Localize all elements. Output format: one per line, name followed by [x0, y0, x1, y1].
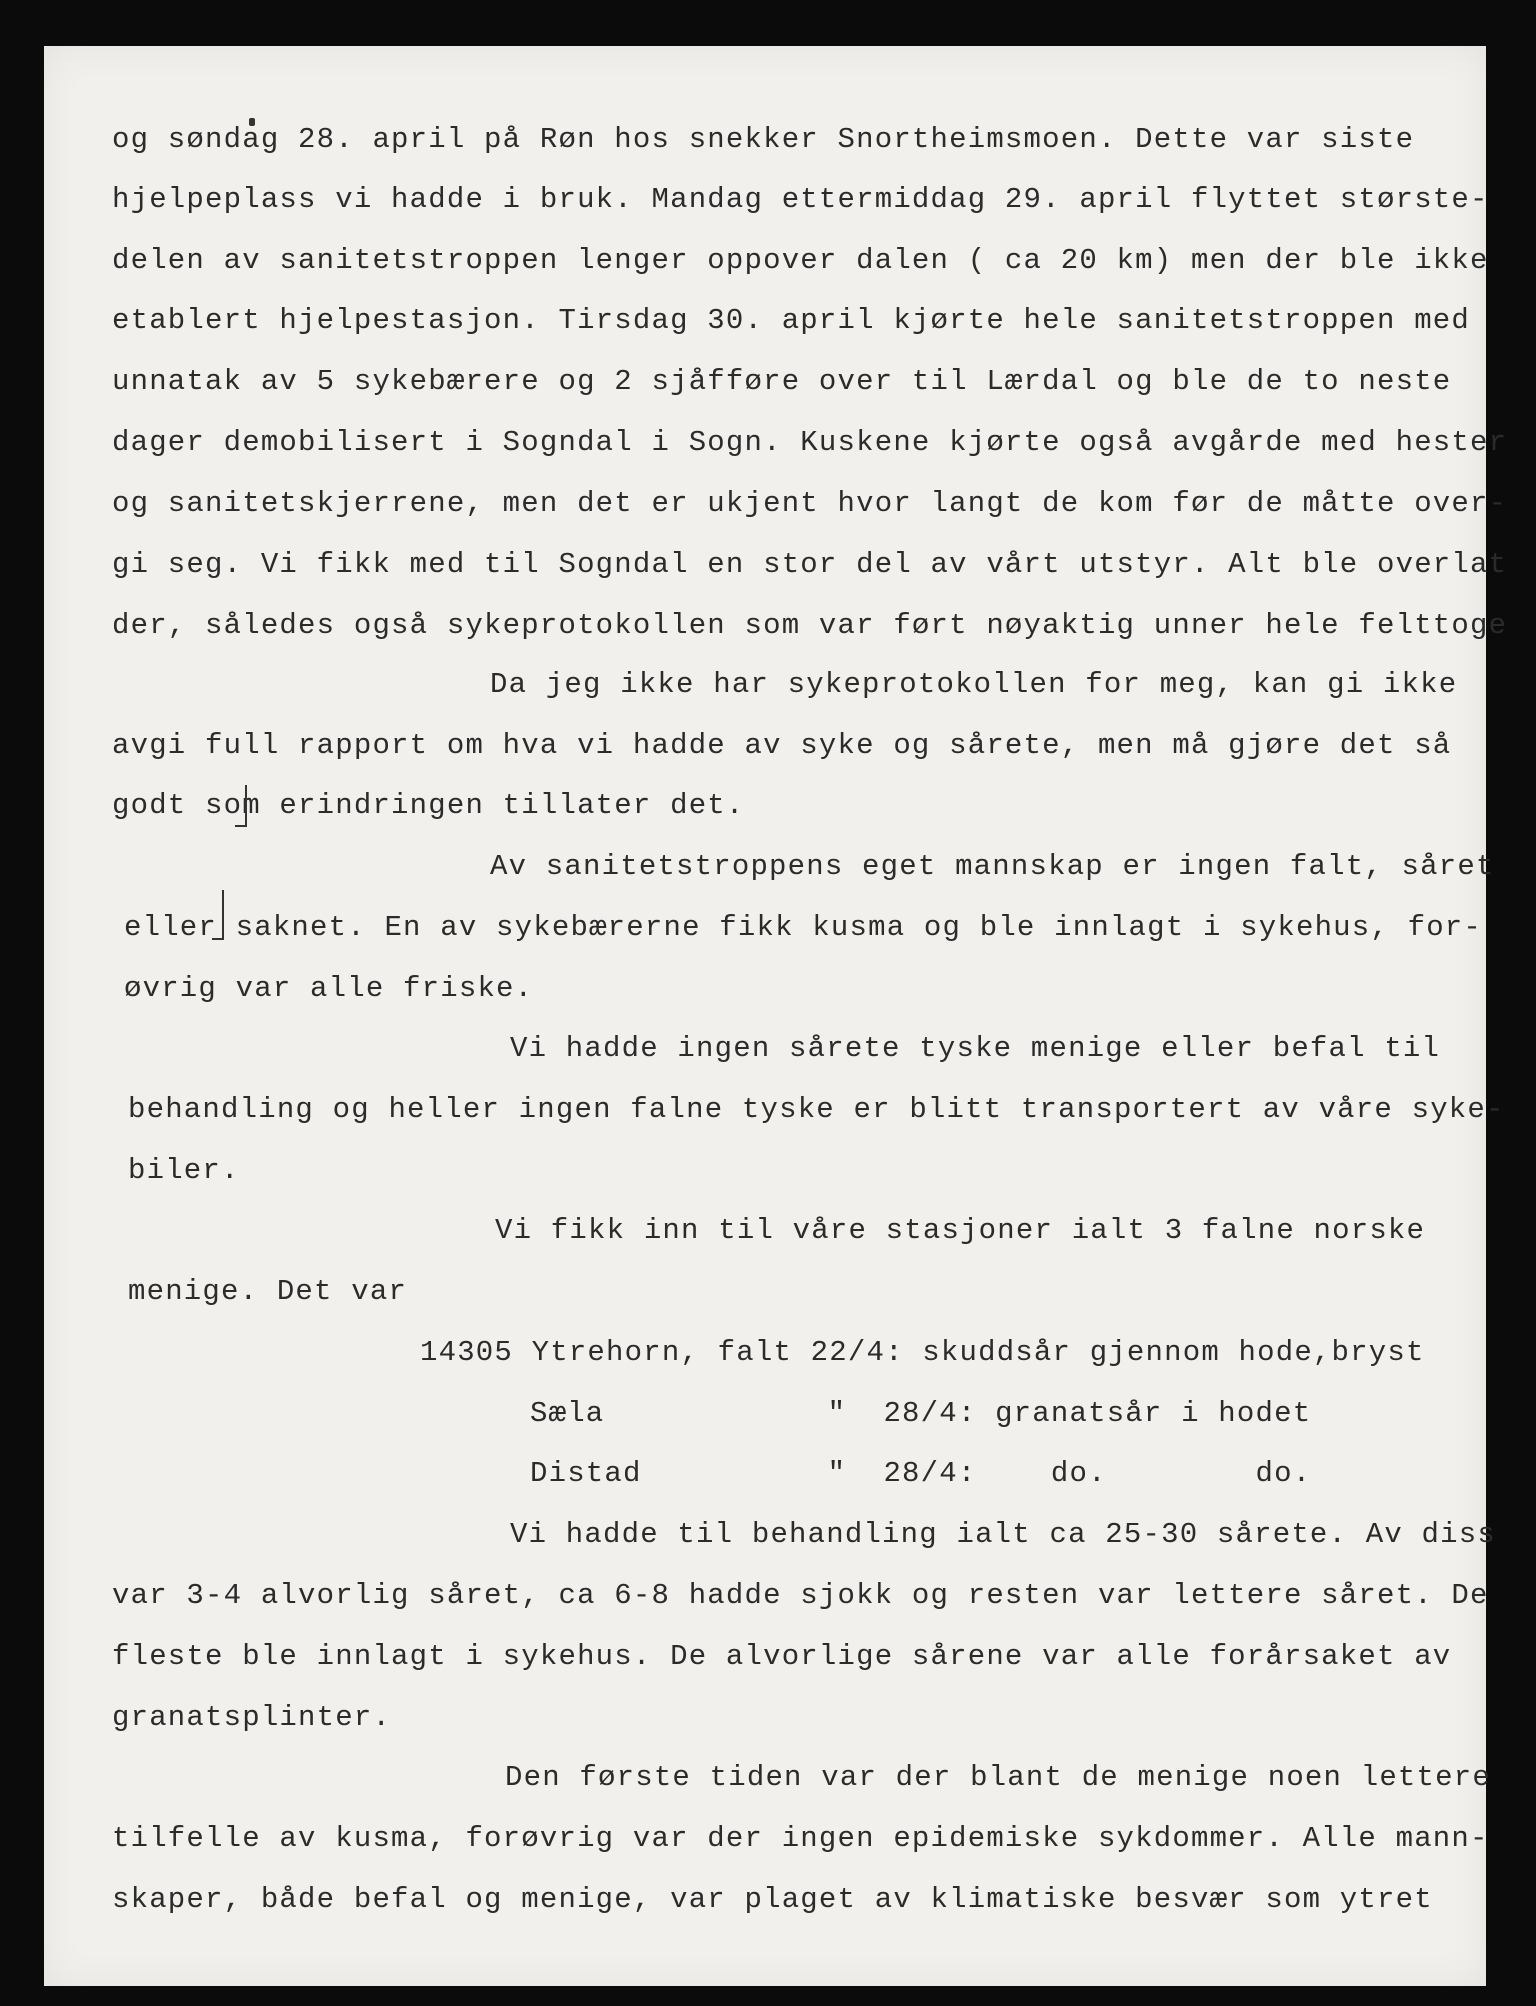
text-line: Distad " 28/4: do. do. — [530, 1457, 1312, 1490]
text-line: der, således også sykeprotokollen som var ført nøyaktig unner hele felttoge — [112, 609, 1508, 642]
text-line: biler. — [128, 1154, 240, 1187]
text-line: Vi hadde til behandling ialt ca 25-30 sårete. Av diss — [510, 1518, 1496, 1551]
text-line: godt som erindringen tillater det. — [112, 789, 745, 822]
proofreading-mark — [235, 785, 247, 827]
text-line: unnatak av 5 sykebærere og 2 sjåfføre over til Lærdal og ble de to neste — [112, 365, 1452, 398]
text-line: dager demobilisert i Sogndal i Sogn. Kuskene kjørte også avgårde med hester — [112, 426, 1508, 459]
text-line: øvrig var alle friske. — [124, 972, 534, 1005]
text-line: og sanitetskjerrene, men det er ukjent hvor langt de kom før de måtte over- — [112, 487, 1508, 520]
text-line: Av sanitetstroppens eget mannskap er ingen falt, såret — [490, 850, 1495, 883]
text-line: 14305 Ytrehorn, falt 22/4: skuddsår gjennom hode,bryst — [420, 1336, 1425, 1369]
text-line: Den første tiden var der blant de menige noen lettere — [505, 1761, 1491, 1794]
text-line: tilfelle av kusma, forøvrig var der ingen epidemiske sykdommer. Alle mann- — [112, 1822, 1489, 1855]
text-line: og søndag 28. april på Røn hos snekker Snortheimsmoen. Dette var siste — [112, 123, 1415, 156]
text-line: eller saknet. En av sykebærerne fikk kusma og ble innlagt i sykehus, for- — [124, 911, 1483, 944]
text-line: Vi fikk inn til våre stasjoner ialt 3 falne norske — [495, 1214, 1426, 1247]
text-line: var 3-4 alvorlig såret, ca 6-8 hadde sjokk og resten var lettere såret. De — [112, 1579, 1489, 1612]
text-line: granatsplinter. — [112, 1701, 392, 1734]
text-line: Da jeg ikke har sykeprotokollen for meg, kan gi ikke — [490, 668, 1458, 701]
text-line: menige. Det var — [128, 1275, 408, 1308]
text-line: Vi hadde ingen sårete tyske menige eller befal til — [510, 1032, 1441, 1065]
text-line: skaper, både befal og menige, var plaget av klimatiske besvær som ytret — [112, 1883, 1433, 1916]
proofreading-mark — [212, 890, 224, 940]
text-line: Sæla " 28/4: granatsår i hodet — [530, 1397, 1312, 1430]
text-line: gi seg. Vi fikk med til Sogndal en stor del av vårt utstyr. Alt ble overlat — [112, 548, 1508, 581]
text-line: behandling og heller ingen falne tyske er blitt transportert av våre syke- — [128, 1093, 1505, 1126]
text-line: etablert hjelpestasjon. Tirsdag 30. april kjørte hele sanitetstroppen med — [112, 304, 1471, 337]
document-page — [44, 46, 1486, 1986]
text-line: fleste ble innlagt i sykehus. De alvorlige sårene var alle forårsaket av — [112, 1640, 1452, 1673]
text-line: hjelpeplass vi hadde i bruk. Mandag ettermiddag 29. april flyttet største- — [112, 183, 1489, 216]
text-line: delen av sanitetstroppen lenger oppover dalen ( ca 20 km) men der ble ikke — [112, 244, 1489, 277]
text-line: avgi full rapport om hva vi hadde av syke og sårete, men må gjøre det så — [112, 729, 1452, 762]
